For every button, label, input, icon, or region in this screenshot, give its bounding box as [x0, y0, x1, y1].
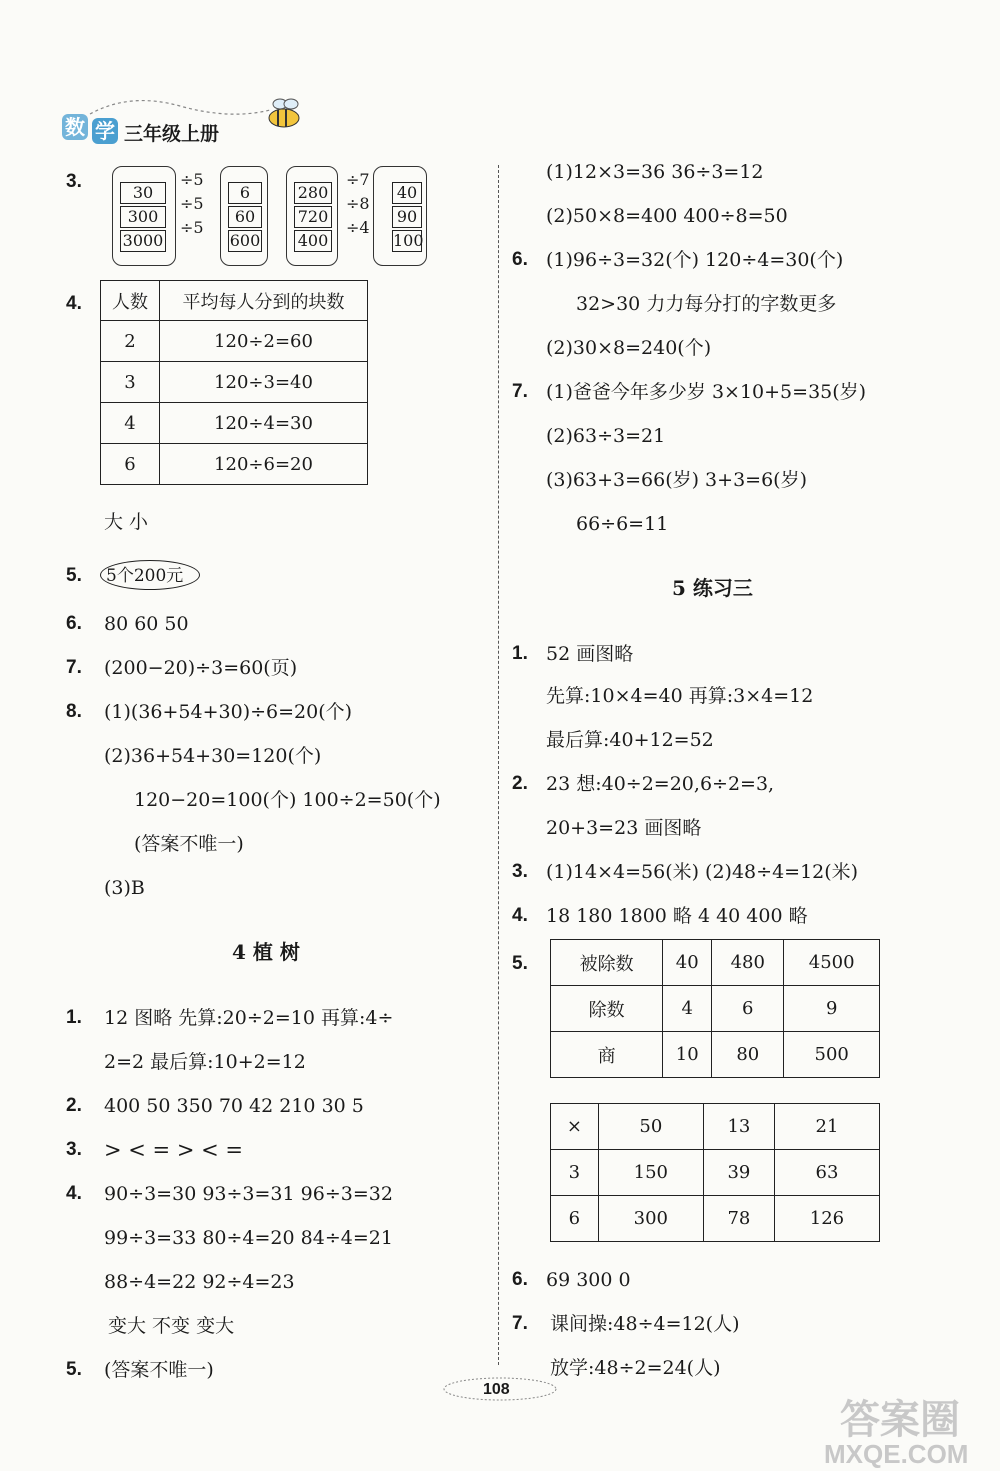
cell: 500	[784, 1032, 880, 1078]
cell: 21	[774, 1104, 879, 1150]
cell: 3	[551, 1150, 599, 1196]
section-5-title: 5 练习三	[672, 576, 753, 600]
answer-line: (3)63+3=66(岁) 3+3=6(岁)	[546, 469, 807, 491]
cell: 6	[712, 986, 784, 1032]
item-number: 4.	[66, 1183, 82, 1204]
item-number: 1.	[66, 1007, 82, 1028]
q3-input-box: 280	[294, 182, 332, 204]
q3-output-box: 90	[392, 206, 422, 228]
cell: 9	[784, 986, 880, 1032]
cell: 50	[598, 1104, 703, 1150]
q3-operator: ÷5	[180, 194, 204, 213]
answer-line: 23 想:40÷2=20,6÷2=3,	[546, 773, 775, 795]
cell: 40	[663, 940, 712, 986]
answer-line: 12 图略 先算:20÷2=10 再算:4÷	[104, 1007, 394, 1029]
answer-line: 80 60 50	[104, 613, 189, 635]
answer-line: (答案不唯一)	[134, 833, 244, 855]
q3-input-box: 720	[294, 206, 332, 228]
item-number: 5.	[66, 565, 82, 586]
q3-operator: ÷7	[346, 170, 370, 189]
bee-icon	[70, 92, 310, 132]
book-title: 三年级上册	[124, 123, 220, 145]
cell: 10	[663, 1032, 712, 1078]
q3-output-box: 40	[392, 182, 422, 204]
answer-line: 90÷3=30 93÷3=31 96÷3=32	[104, 1183, 393, 1205]
q4-cell: 120÷2=60	[160, 321, 368, 362]
answer-line: 20+3=23 画图略	[546, 817, 702, 839]
item-number: 6.	[512, 249, 528, 270]
answer-line: 120−20=100(个) 100÷2=50(个)	[134, 789, 441, 811]
item-number: 2.	[512, 773, 528, 794]
cell: 4500	[784, 940, 880, 986]
q3-operator: ÷5	[180, 218, 204, 237]
item-number: 6.	[512, 1269, 528, 1290]
item-number: 7.	[512, 1313, 528, 1334]
item-number: 5.	[512, 953, 528, 974]
answer-line: 52 画图略	[546, 643, 634, 665]
item-number: 3.	[66, 1139, 82, 1160]
q3-output-box: 6	[228, 182, 262, 204]
multiplication-table	[550, 1103, 880, 1242]
q3-input-box: 3000	[120, 230, 166, 252]
q3-output-box: 60	[228, 206, 262, 228]
cell: 63	[774, 1150, 879, 1196]
q4-cell: 120÷4=30	[160, 403, 368, 444]
answer-line: (1)96÷3=32(个) 120÷4=30(个)	[546, 249, 844, 271]
answer-line: 放学:48÷2=24(人)	[550, 1357, 721, 1379]
answer-line: 2=2 最后算:10+2=12	[104, 1051, 306, 1073]
q4-cell: 6	[101, 444, 160, 485]
item-number: 5.	[66, 1359, 82, 1380]
item-number: 4.	[512, 905, 528, 926]
logo-char-2: 学	[92, 118, 118, 144]
watermark-logo: 答案圈	[840, 1396, 960, 1443]
answer-line: 69 300 0	[546, 1269, 631, 1291]
cell: 4	[663, 986, 712, 1032]
cell: 80	[712, 1032, 784, 1078]
cell: 150	[598, 1150, 703, 1196]
cell: 480	[712, 940, 784, 986]
q4-cell: 3	[101, 362, 160, 403]
answer-line: (1)12×3=36 36÷3=12	[546, 161, 764, 183]
page-number: 108	[483, 1381, 510, 1398]
q4-header-people: 人数	[101, 281, 160, 321]
answer-line: 课间操:48÷4=12(人)	[550, 1313, 740, 1335]
item-number: 6.	[66, 613, 82, 634]
q4-cell: 4	[101, 403, 160, 444]
answer-line: (1)14×4=56(米) (2)48÷4=12(米)	[546, 861, 859, 883]
cell: 126	[774, 1196, 879, 1242]
answer-line: > < = > < =	[104, 1138, 243, 1162]
watermark-url: MXQE.COM	[824, 1439, 969, 1469]
answer-line: 变大 不变 变大	[108, 1315, 235, 1337]
section-4-title: 4 植 树	[232, 940, 300, 964]
answer-line: (1)(36+54+30)÷6=20(个)	[104, 701, 353, 723]
answer-line: 5个200元	[106, 566, 184, 586]
answer-line: (2)36+54+30=120(个)	[104, 745, 322, 767]
division-table	[550, 939, 880, 1078]
q4-header-each: 平均每人分到的块数	[160, 281, 368, 321]
answer-line: (200−20)÷3=60(页)	[104, 657, 298, 679]
cell: 6	[551, 1196, 599, 1242]
q4-note: 大 小	[104, 511, 149, 533]
answer-line: 99÷3=33 80÷4=20 84÷4=21	[104, 1227, 393, 1249]
q4-cell: 2	[101, 321, 160, 362]
q3-operator: ÷8	[346, 194, 370, 213]
answer-line: (答案不唯一)	[104, 1359, 214, 1381]
answer-line: (3)B	[104, 877, 145, 899]
item-number: 2.	[66, 1095, 82, 1116]
answer-line: 88÷4=22 92÷4=23	[104, 1271, 295, 1293]
answer-line: (2)50×8=400 400÷8=50	[546, 205, 788, 227]
answer-line: 400 50 350 70 42 210 30 5	[104, 1095, 364, 1117]
q4-cell: 120÷6=20	[160, 444, 368, 485]
q3-output-box: 100	[393, 231, 424, 250]
cell: 13	[703, 1104, 774, 1150]
item-number: 1.	[512, 643, 528, 664]
q3-operator: ÷4	[346, 218, 370, 237]
cell: 除数	[551, 986, 663, 1032]
item-number: 3.	[512, 861, 528, 882]
cell: 被除数	[551, 940, 663, 986]
cell: 39	[703, 1150, 774, 1196]
answer-line: 32>30 力力每分打的字数更多	[576, 293, 837, 315]
answer-line: (1)爸爸今年多少岁 3×10+5=35(岁)	[546, 381, 867, 403]
q4-table	[100, 280, 368, 485]
cell: ×	[551, 1104, 599, 1150]
q3-input-box: 30	[120, 182, 166, 204]
answer-line: 先算:10×4=40 再算:3×4=12	[546, 685, 814, 707]
answer-line: 最后算:40+12=52	[546, 729, 714, 751]
answer-line: (2)63÷3=21	[546, 425, 666, 447]
q3-input-box: 300	[120, 206, 166, 228]
q3-operator: ÷5	[180, 170, 204, 189]
q4-cell: 120÷3=40	[160, 362, 368, 403]
answer-line: 18 180 1800 略 4 40 400 略	[546, 905, 808, 927]
column-divider	[498, 165, 499, 1365]
logo-char-1: 数	[62, 114, 88, 140]
item-number: 7.	[512, 381, 528, 402]
cell: 300	[598, 1196, 703, 1242]
q3-number: 3.	[66, 171, 82, 192]
answer-line: 66÷6=11	[576, 513, 669, 535]
item-number: 8.	[66, 701, 82, 722]
cell: 商	[551, 1032, 663, 1078]
item-number: 7.	[66, 657, 82, 678]
cell: 78	[703, 1196, 774, 1242]
q3-input-box: 400	[294, 230, 332, 252]
q3-output-box: 600	[229, 231, 261, 250]
q4-number: 4.	[66, 293, 82, 314]
answer-line: (2)30×8=240(个)	[546, 337, 712, 359]
